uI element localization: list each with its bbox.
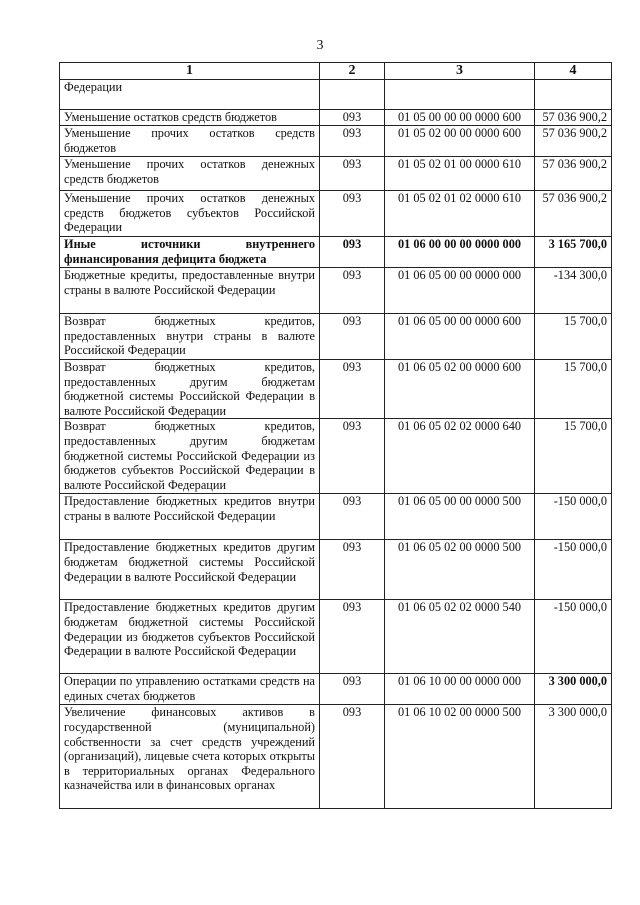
row-name: Бюджетные кредиты, предоставленные внутри страны в валюте Российской Федерации (60, 268, 320, 314)
row-amount: 57 036 900,2 (535, 157, 612, 191)
row-amount: 57 036 900,2 (535, 126, 612, 157)
table-row (60, 314, 612, 360)
row-amount: 15 700,0 (535, 360, 612, 419)
row-name: Иные источники внутреннего финансирования дефицита бюджета (60, 237, 320, 268)
row-code: 093 (320, 540, 385, 600)
row-kbk: 01 06 05 02 02 0000 640 (385, 419, 535, 494)
table-row (60, 540, 612, 600)
table-header-row (60, 63, 612, 80)
table-body (60, 80, 612, 809)
row-code: 093 (320, 360, 385, 419)
header-col-1: 1 (60, 63, 320, 80)
row-amount: -134 300,0 (535, 268, 612, 314)
table-row (60, 126, 612, 157)
table-row (60, 705, 612, 809)
row-kbk: 01 06 05 00 00 0000 500 (385, 494, 535, 540)
row-amount: 3 165 700,0 (535, 237, 612, 268)
row-code: 093 (320, 314, 385, 360)
header-col-2: 2 (320, 63, 385, 80)
row-kbk: 01 06 10 02 00 0000 500 (385, 705, 535, 809)
page-number: 3 (316, 38, 324, 53)
row-kbk: 01 06 10 00 00 0000 000 (385, 674, 535, 705)
budget-sources-table (59, 62, 612, 809)
row-name: Операции по управлению остатками средств на единых счетах бюджетов (60, 674, 320, 705)
row-amount: -150 000,0 (535, 494, 612, 540)
row-code: 093 (320, 126, 385, 157)
table-row (60, 157, 612, 191)
row-code: 093 (320, 268, 385, 314)
row-amount: 57 036 900,2 (535, 191, 612, 237)
row-name: Возврат бюджетных кредитов, предоставленных внутри страны в валюте Российской Федерации (60, 314, 320, 360)
row-kbk: 01 06 00 00 00 0000 000 (385, 237, 535, 268)
row-name: Уменьшение прочих остатков денежных средств бюджетов субъектов Российской Федерации (60, 191, 320, 237)
row-kbk: 01 06 05 00 00 0000 000 (385, 268, 535, 314)
row-kbk: 01 06 05 02 00 0000 500 (385, 540, 535, 600)
row-code: 093 (320, 674, 385, 705)
row-name: Возврат бюджетных кредитов, предоставленных другим бюджетам бюджетной системы Российской Федерации в валюте Российской Федерации (60, 360, 320, 419)
row-kbk: 01 06 05 00 00 0000 600 (385, 314, 535, 360)
row-amount (535, 80, 612, 110)
row-name: Предоставление бюджетных кредитов другим бюджетам бюджетной системы Российской Федерации из бюджетов субъектов Российской Федерации в валюте Российской Федерации (60, 600, 320, 674)
row-name: Уменьшение прочих остатков средств бюджетов (60, 126, 320, 157)
row-kbk (385, 80, 535, 110)
row-name: Возврат бюджетных кредитов, предоставленных другим бюджетам бюджетной системы Российской Федерации из бюджетов субъектов Российской Федерации в валюте Российской Федерации (60, 419, 320, 494)
table-row (60, 674, 612, 705)
row-code (320, 80, 385, 110)
table-row (60, 110, 612, 126)
table-row (60, 191, 612, 237)
header-col-4: 4 (535, 63, 612, 80)
row-kbk: 01 05 00 00 00 0000 600 (385, 110, 535, 126)
row-name: Федерации (60, 80, 320, 110)
row-kbk: 01 05 02 01 00 0000 610 (385, 157, 535, 191)
row-code: 093 (320, 705, 385, 809)
header-col-3: 3 (385, 63, 535, 80)
row-code: 093 (320, 157, 385, 191)
row-code: 093 (320, 191, 385, 237)
row-amount: -150 000,0 (535, 540, 612, 600)
row-code: 093 (320, 494, 385, 540)
table-row (60, 237, 612, 268)
row-code: 093 (320, 600, 385, 674)
row-amount: -150 000,0 (535, 600, 612, 674)
row-name: Уменьшение остатков средств бюджетов (60, 110, 320, 126)
row-amount: 3 300 000,0 (535, 705, 612, 809)
row-name: Уменьшение прочих остатков денежных средств бюджетов (60, 157, 320, 191)
row-code: 093 (320, 419, 385, 494)
table-row (60, 419, 612, 494)
table-row (60, 268, 612, 314)
row-name: Предоставление бюджетных кредитов другим бюджетам бюджетной системы Российской Федерации в валюте Российской Федерации (60, 540, 320, 600)
table-row (60, 360, 612, 419)
row-name: Увеличение финансовых активов в государственной (муниципальной) собственности за счет средств учреждений (организаций), лицевые счета которых открыты в территориальных органах Федерального казначейства или в финансовых органах (60, 705, 320, 809)
row-amount: 3 300 000,0 (535, 674, 612, 705)
row-amount: 15 700,0 (535, 419, 612, 494)
table-row (60, 600, 612, 674)
row-kbk: 01 05 02 01 02 0000 610 (385, 191, 535, 237)
row-kbk: 01 06 05 02 00 0000 600 (385, 360, 535, 419)
row-code: 093 (320, 237, 385, 268)
table-row (60, 80, 612, 110)
row-kbk: 01 05 02 00 00 0000 600 (385, 126, 535, 157)
table-row (60, 494, 612, 540)
row-amount: 57 036 900,2 (535, 110, 612, 126)
row-kbk: 01 06 05 02 02 0000 540 (385, 600, 535, 674)
row-amount: 15 700,0 (535, 314, 612, 360)
row-code: 093 (320, 110, 385, 126)
row-name: Предоставление бюджетных кредитов внутри страны в валюте Российской Федерации (60, 494, 320, 540)
